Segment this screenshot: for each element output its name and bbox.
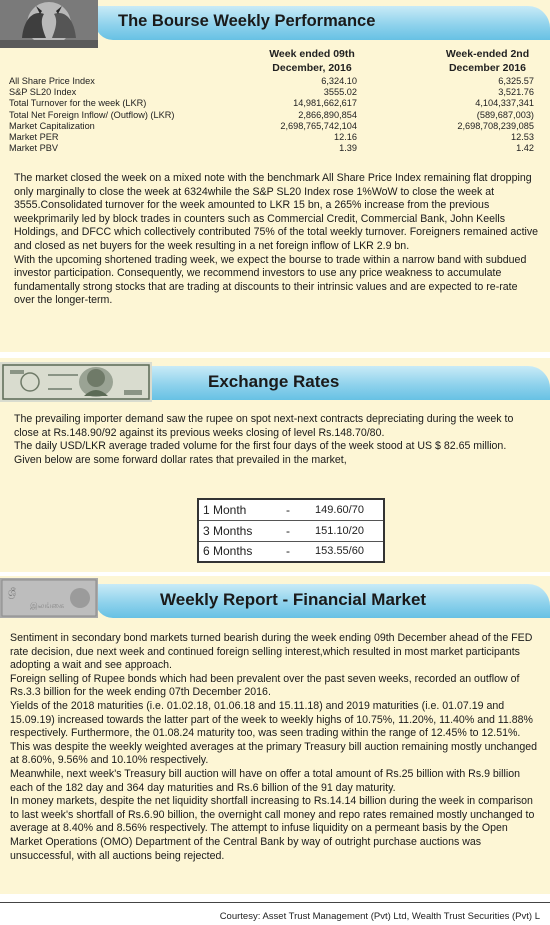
current-week-value: 6,324.10	[321, 76, 357, 86]
bull-bear-image	[0, 0, 98, 48]
metric-label: S&P SL20 Index	[9, 87, 77, 98]
performance-row	[9, 87, 534, 98]
previous-week-value: 1.42	[516, 143, 534, 154]
rate-value: 153.55/60	[296, 541, 384, 562]
financial-panel	[0, 576, 550, 894]
forward-rates-table	[197, 498, 385, 563]
financial-paragraph: Foreign selling of Rupee bonds which had been prevalent over the past seven weeks, recorded an outflow of Rs.3.3 billion for the week ending 07th December 2016.	[10, 672, 520, 699]
financial-paragraph: Sentiment in secondary bond markets turned bearish during the week ending 09th December ahead of the FED rate decision, due next week and continued foreign selling interest,which resulted in most market participants adopting a wait and see approach.	[10, 632, 533, 672]
tenor-label: 3 Months	[198, 520, 280, 541]
exchange-paragraph: Given below are some forward dollar rates that prevailed in the market,	[14, 453, 347, 466]
performance-row	[9, 98, 534, 109]
current-week-value: 3555.02	[323, 87, 357, 98]
metric-label: Market PBV	[9, 143, 59, 154]
performance-row	[9, 143, 534, 154]
separator: -	[280, 541, 296, 562]
previous-week-value: 6,325.57	[498, 76, 534, 86]
current-week-value: 2,698,765,742,104	[280, 120, 357, 131]
performance-row	[9, 76, 534, 87]
col-header-current-week: Week ended 09th December, 2016	[269, 48, 355, 74]
financial-title: Weekly Report - Financial Market	[160, 590, 427, 609]
previous-week-value: (589,687,003)	[476, 109, 534, 120]
financial-commentary	[10, 632, 542, 863]
financial-paragraph: In money markets, despite the net liquidity shortfall increasing to Rs.14.14 billion during the week in comparison to last week's shortfall of Rs.6.90 billion, the overnight call money and repo rates remained mostly unchanged to average at 8.40% and 8.56% respectively. The attempt to infuse liquidity on a permeant basis by the Open Market Operations (OMO) Department of the Central Bank by way of outright purchase auctions was unsuccessful, with all auctions being rejected.	[10, 795, 535, 862]
bourse-paragraph: With the upcoming shortened trading week, we expect the bourse to trade within a narrow band with subdued investor participation. Consequently, we recommend investors to use any price weakness to accumulate fundamentally strong stocks that are trading at discounts to their intrinsic values and are expected to re-rate over the longer-term.	[14, 253, 527, 307]
footer-divider	[0, 902, 550, 903]
exchange-paragraph: The prevailing importer demand saw the rupee on spot next-next contracts depreciating during the week to close at Rs.148.90/92 against its previous weeks closing of level Rs.148.70/80.	[14, 413, 514, 439]
dollar-bill-image	[0, 362, 152, 402]
bourse-performance-table	[9, 76, 534, 154]
financial-paragraph: Yields of the 2018 maturities (i.e. 01.02.18, 01.06.18 and 15.11.18) and 2019 maturities (i.e. 01.07.19 and 15.09.19) increased towards the latter part of the week to weekly highs of 10.75%, 11.20%, 11.40% and 11.88% respectively. Furthermore, the 01.08.24 maturity too, was seen trading within the range of 12.45% to 12.51%. This was despite the weekly weighted averages at the primary Treasury bill auction remaining mostly unchanged at 8.60%, 9.56% and 10.10% respectively.	[10, 699, 538, 767]
current-week-value: 2,866,890,854	[298, 109, 357, 120]
metric-label: Total Net Foreign Inflow/ (Outflow) (LKR)	[9, 109, 175, 120]
metric-label: Market PER	[9, 132, 59, 143]
tenor-label: 1 Month	[198, 499, 280, 520]
metric-label: Total Turnover for the week (LKR)	[9, 98, 147, 109]
rate-value: 151.10/20	[296, 520, 384, 541]
svg-text:இலங்கை: இலங்கை	[30, 601, 65, 610]
financial-paragraph: Meanwhile, next week's Treasury bill auction will have on offer a total amount of Rs.25 billion with Rs.9 billion each of the 182 day and 364 day maturities and Rs.6 billion of the 91 day maturity.	[10, 767, 520, 794]
forward-rate-row	[198, 541, 384, 562]
tenor-label: 6 Months	[198, 541, 280, 562]
previous-week-value: 12.53	[511, 132, 534, 143]
performance-row	[9, 132, 534, 143]
performance-row	[9, 121, 534, 132]
rate-value: 149.60/70	[296, 499, 384, 520]
bourse-paragraph: The market closed the week on a mixed note with the benchmark All Share Price Index remaining flat dropping only marginally to close the week at 6324while the S&P SL20 Index rose 1%WoW to close the week at 3555.Consolidated turnover for the week amounted to LKR 15 bn, a 265% increase from the previous weekprimarily led by block trades in counters such as Commercial Credit, Commercial Bank, John Keells Holdings, and DFCC which collectively contributed 75% of the total weekly turnover. Foreigners remained active and closed as net buyers for the week resulting in a net foreign inflow of LKR 2.9 bn.	[14, 172, 539, 252]
metric-label: Market Capitalization	[9, 120, 95, 131]
exchange-title: Exchange Rates	[208, 372, 340, 391]
current-week-value: 1.39	[339, 143, 357, 154]
forward-rate-row	[198, 499, 384, 520]
metric-label: All Share Price Index	[9, 76, 95, 86]
current-week-value: 12.16	[334, 132, 357, 143]
bourse-panel	[0, 0, 550, 352]
bourse-title: The Bourse Weekly Performance	[118, 12, 376, 30]
separator: -	[280, 520, 296, 541]
exchange-commentary	[14, 413, 536, 467]
svg-text:ශ්‍රී: ශ්‍රී	[8, 586, 16, 599]
exchange-paragraph: The daily USD/LKR average traded volume for the first four days of the week stood at US $ 82.65 million.	[14, 440, 507, 453]
performance-row	[9, 110, 534, 121]
current-week-value: 14,981,662,617	[293, 98, 357, 109]
courtesy-footer: Courtesy: Asset Trust Management (Pvt) Ltd, Wealth Trust Securities (Pvt) L	[219, 911, 540, 922]
separator: -	[280, 499, 296, 520]
forward-rate-row	[198, 520, 384, 541]
previous-week-value: 3,521.76	[498, 87, 534, 98]
bourse-commentary	[14, 172, 539, 308]
previous-week-value: 2,698,708,239,085	[457, 120, 534, 131]
previous-week-value: 4,104,337,341	[475, 98, 534, 109]
rupee-note-image	[0, 578, 98, 618]
col-header-previous-week: Week-ended 2nd December 2016	[445, 48, 530, 74]
